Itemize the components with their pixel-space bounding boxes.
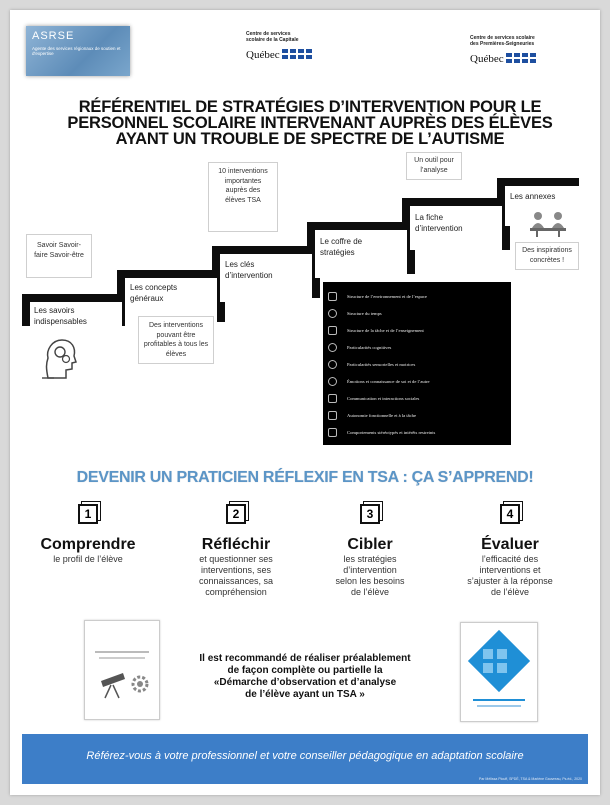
person-task-icon (328, 411, 337, 420)
phase-text: et questionner ses interventions, ses connaissances, sa compréhension (198, 554, 274, 597)
footer-banner (22, 734, 588, 784)
logo-css-capitale (246, 32, 356, 63)
meeting-people-icon (528, 210, 568, 238)
callout-savoirs (26, 234, 92, 278)
section-heading-devenir: DEVENIR UN PRATICIEN RÉFLEXIF EN TSA : ÇA S’APPREND! (76, 469, 534, 486)
step-savoirs-label: Les savoirs indispensables (34, 306, 87, 326)
step-coffre (315, 230, 407, 278)
phase-cibler (300, 504, 440, 598)
quebec-flag-icon (522, 53, 536, 63)
gear-icon (129, 673, 151, 695)
clock-icon (328, 309, 337, 318)
quebec-flag-icon (282, 49, 296, 59)
callout-fiche (406, 152, 462, 180)
brain-icon (328, 343, 337, 352)
callout-annexes (515, 242, 579, 270)
phase-title: Réfléchir (201, 536, 271, 553)
step-concepts-label: Les concepts généraux (130, 283, 178, 303)
phase-text: le profil de l’élève (53, 554, 123, 564)
logo-right-org: Centre de services scolaire des Premières-Seigneuries (470, 35, 535, 47)
phase-title: Comprendre (40, 536, 136, 553)
quebec-flag-icon (506, 53, 520, 63)
telescope-icon (97, 671, 131, 699)
phase-evaluer (440, 504, 580, 598)
number-2-icon: 2 (226, 504, 246, 524)
strategy-item: Structure de la tâche et de l’enseignement (347, 328, 424, 333)
blue-diamond-graphic (468, 630, 530, 692)
phase-title: Cibler (347, 536, 393, 553)
quebec-flag-icon (298, 49, 312, 59)
recommendation-line-3: «Démarche d’observation et d’analyse (213, 677, 397, 688)
callout-cles-text: 10 interventions importantes auprès des élèves TSA (218, 168, 268, 204)
document-thumbnail-right (460, 622, 538, 722)
step-fiche (410, 206, 502, 250)
title-line-2: PERSONNEL SCOLAIRE INTERVENANT AUPRÈS DES ÉLÈVES (67, 114, 553, 132)
logo-right-brand: Québec (470, 53, 504, 65)
strategy-item: Structure du temps (347, 311, 382, 316)
recommendation (170, 653, 440, 701)
recommendation-line-4: de l’élève ayant un TSA » (245, 689, 365, 700)
page-title (50, 99, 570, 147)
senses-icon (328, 360, 337, 369)
footer-credit: Par Mélissa Plouff, SPDÉ, TSA & Marlène Gauvreau, Ps.éd., 2020 (479, 777, 582, 781)
number-1-icon: 1 (78, 504, 98, 524)
phase-comprendre (18, 504, 158, 565)
document-thumbnail-left (84, 620, 160, 720)
title-line-3: AYANT UN TROUBLE DE SPECTRE DE L’AUTISME (115, 130, 505, 148)
number-4-icon: 4 (500, 504, 520, 524)
strategy-item: Particularités sensorielles et motrices (347, 362, 416, 367)
phase-text: les stratégies d’intervention selon les besoins de l’élève (335, 554, 405, 597)
step-annexes-label: Les annexes (510, 192, 556, 201)
strategy-item: Comportements stéréotypés et intérêts restreints (347, 430, 436, 435)
logo-center-brand: Québec (246, 49, 280, 61)
head-gears-icon (40, 332, 80, 380)
callout-cles (208, 162, 278, 232)
step-cles-label: Les clés d’intervention (225, 260, 273, 280)
speech-bubbles-icon (328, 394, 337, 403)
asrse-name: ASRSE (32, 30, 75, 42)
strategy-item: Communication et interactions sociales (347, 396, 420, 401)
layout-icon (328, 292, 337, 301)
step-cles (220, 254, 312, 302)
recommendation-line-1: Il est recommandé de réaliser préalablement (199, 653, 411, 664)
poster (10, 10, 600, 795)
strategy-item: Structure de l’environnement et de l’espace (347, 294, 427, 299)
callout-concepts (138, 316, 214, 364)
callout-concepts-text: Des interventions pouvant être profitables à tous les élèves (143, 322, 209, 358)
recommendation-line-2: de façon complète ou partielle la (227, 665, 383, 676)
phase-text: l’efficacité des interventions et s’ajuster à la réponse de l’élève (467, 554, 553, 597)
callout-annexes-text: Des inspirations concrètes ! (522, 247, 572, 264)
callout-savoirs-text: Savoir Savoir-faire Savoir-être (34, 242, 84, 259)
strategy-item: Autonomie fonctionnelle et à la tâche (347, 413, 417, 418)
phase-reflechir (166, 504, 306, 598)
step-coffre-label: Le coffre de stratégies (320, 237, 363, 257)
strategy-item: Particularités cognitives (347, 345, 392, 350)
step-fiche-label: La fiche d’intervention (415, 213, 463, 233)
emotion-face-icon (328, 377, 337, 386)
logo-center-org: Centre de services scolaire de la Capitale (246, 31, 299, 43)
repeat-icon (328, 428, 337, 437)
logo-css-premieres-seigneuries (470, 36, 580, 67)
callout-fiche-text: Un outil pour l’analyse (414, 157, 454, 174)
number-3-icon: 3 (360, 504, 380, 524)
asrse-subtitle: Agente des services régionaux de soutien et d'expertise (32, 46, 121, 56)
footer-banner-text: Référez-vous à votre professionnel et votre conseiller pédagogique en adaptation scolaire (86, 750, 524, 762)
title-line-1: RÉFÉRENTIEL DE STRATÉGIES D’INTERVENTION POUR LE (78, 98, 542, 116)
checklist-icon (328, 326, 337, 335)
phase-title: Évaluer (481, 536, 539, 553)
strategy-item: Émotions et connaissance de soi et de l’autre (347, 379, 430, 384)
asrse-logo (26, 26, 130, 76)
strategies-panel (323, 282, 511, 445)
